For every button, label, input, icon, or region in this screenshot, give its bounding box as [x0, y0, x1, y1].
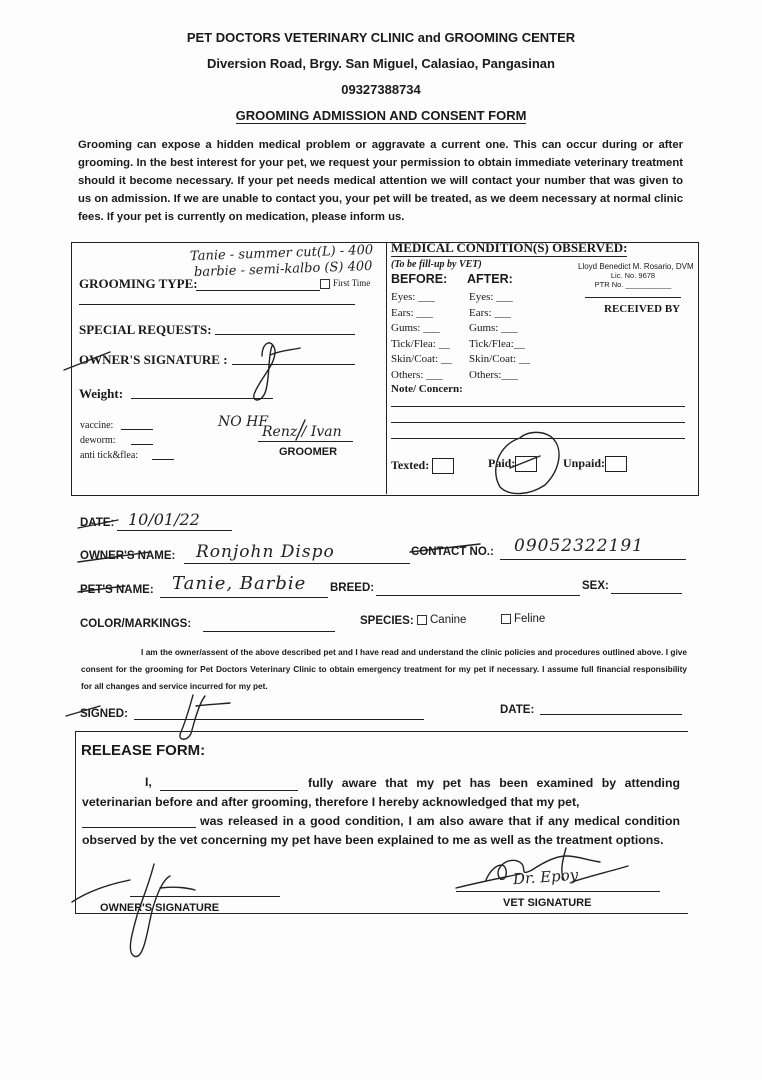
- deworm-label: deworm:: [80, 435, 116, 446]
- signed-signature: [180, 695, 230, 739]
- anti-tick-label: anti tick&flea:: [80, 450, 139, 461]
- contact-value: 09052322191: [514, 536, 644, 556]
- owner-signature-1: [64, 343, 300, 400]
- medical-subtitle: (To be fill-up by VET): [391, 259, 482, 270]
- grooming-type-hand-1: Tanie - summer cut(L) - 400: [189, 242, 374, 265]
- clinic-phone: 09327388734: [341, 82, 421, 97]
- note-label: Note/ Concern:: [391, 383, 463, 395]
- owner-name-label: OWNER'S NAME:: [80, 550, 176, 562]
- vet-handwritten-name: Dr. Epoy: [512, 865, 579, 889]
- breed-label: BREED:: [330, 582, 375, 594]
- strike-contact: [410, 544, 480, 552]
- signed-label: SIGNED:: [80, 708, 128, 720]
- sex-label: SEX:: [582, 580, 609, 592]
- species-label: SPECIES:: [360, 615, 414, 627]
- before-label: BEFORE:: [391, 272, 448, 286]
- clinic-name: PET DOCTORS VETERINARY CLINIC and GROOMING CENTER: [186, 30, 576, 45]
- weight-label: Weight:: [79, 386, 124, 401]
- strike-owner: [78, 552, 150, 562]
- after-label: AFTER:: [467, 272, 513, 286]
- pet-name-label: PET'S NAME:: [80, 584, 154, 596]
- form-title: GROOMING ADMISSION AND CONSENT FORM: [235, 108, 527, 123]
- received-by-label: RECEIVED BY: [604, 303, 681, 315]
- contact-label: CONTACT NO.:: [411, 546, 494, 558]
- pet-name-value: Tanie, Barbie: [172, 573, 307, 594]
- strike-date: [78, 520, 118, 528]
- date2-label: DATE:: [500, 704, 535, 716]
- vaccine-label: vaccine:: [80, 420, 114, 431]
- strike-pet: [78, 586, 125, 592]
- release-text-1: fully aware that my pet has been examined by attending veterinarian before and after grooming, therefore I hereby acknowledged that my pet,: [82, 776, 680, 809]
- before-list: Eyes: ___ Ears: ___ Gums: ___ Tick/Flea: __ Skin/Coat: __ Others: ___: [391, 291, 452, 381]
- clinic-address: Diversion Road, Brgy. San Miguel, Calasiao, Pangasinan: [207, 56, 555, 71]
- owner-signature-label: OWNER'S SIGNATURE :: [79, 352, 228, 367]
- vet-stamp: Lloyd Benedict M. Rosario, DVM Lic. No. 9678 PTR No. ___________: [578, 262, 694, 289]
- strike-signed: [66, 706, 100, 716]
- date-value: 10/01/22: [128, 510, 200, 529]
- release-owner-signature-label: OWNER'S SIGNATURE: [100, 902, 220, 914]
- consent-paragraph: I am the owner/assent of the above described pet and I have read and understand the clinic policies and procedures outlined above. I give consent for the grooming for Pet Doctors Veterinary Clinic to obtain emergency treatment for my pet if necessary. I assume full financial responsibility for all changes and service incurred for my pet.: [81, 647, 687, 691]
- owner-release-signature: [72, 864, 195, 957]
- intro-paragraph: Grooming can expose a hidden medical problem or aggravate a current one. This can occur during or after grooming. In the best interest for your pet, we request your permission to obtain immediate veterinary treatment should it become necessary. If your pet needs medical attention we will contact your number that was given to us on admission. If we are unable to contact you, your pet will be treated, as we deem necessary at normal clinic fees. If your pet is currently on medication, please inform us.: [78, 139, 683, 223]
- canine-option[interactable]: Canine: [417, 614, 466, 626]
- date-label: DATE:: [80, 517, 115, 529]
- paid-field[interactable]: Paid:: [488, 456, 537, 472]
- texted-field[interactable]: Texted:: [391, 458, 454, 474]
- no-hf-note: NO HF: [218, 414, 269, 430]
- paid-circle: [496, 432, 559, 493]
- release-title: RELEASE FORM:: [81, 742, 206, 759]
- medical-title: MEDICAL CONDITION(S) OBSERVED:: [391, 240, 628, 255]
- groomer-label: GROOMER: [279, 446, 338, 458]
- color-label: COLOR/MARKINGS:: [80, 618, 192, 630]
- groomer-slash: [296, 420, 305, 440]
- vet-signature-label: VET SIGNATURE: [503, 897, 592, 909]
- feline-option[interactable]: Feline: [501, 613, 545, 625]
- after-list: Eyes: ___ Ears: ___ Gums: ___ Tick/Flea:__ Skin/Coat: __ Others:___: [469, 291, 530, 381]
- unpaid-field[interactable]: Unpaid:: [563, 456, 627, 472]
- first-time-checkbox[interactable]: First Time: [320, 278, 370, 289]
- vet-signature: [456, 848, 628, 888]
- groomer-name: Renz / Ivan: [262, 424, 342, 440]
- special-requests-label: SPECIAL REQUESTS:: [79, 322, 212, 337]
- owner-name-value: Ronjohn Dispo: [196, 542, 335, 562]
- release-i: I,: [145, 775, 152, 789]
- release-text-2: was released in a good condition, I am also aware that if any medical condition observed by the vet concerning my pet have been explained to me as well as the treatment options.: [82, 814, 680, 847]
- grooming-type-hand-2: barbie - semi-kalbo (S) 400: [193, 258, 373, 281]
- grooming-type-label: GROOMING TYPE:: [79, 276, 198, 291]
